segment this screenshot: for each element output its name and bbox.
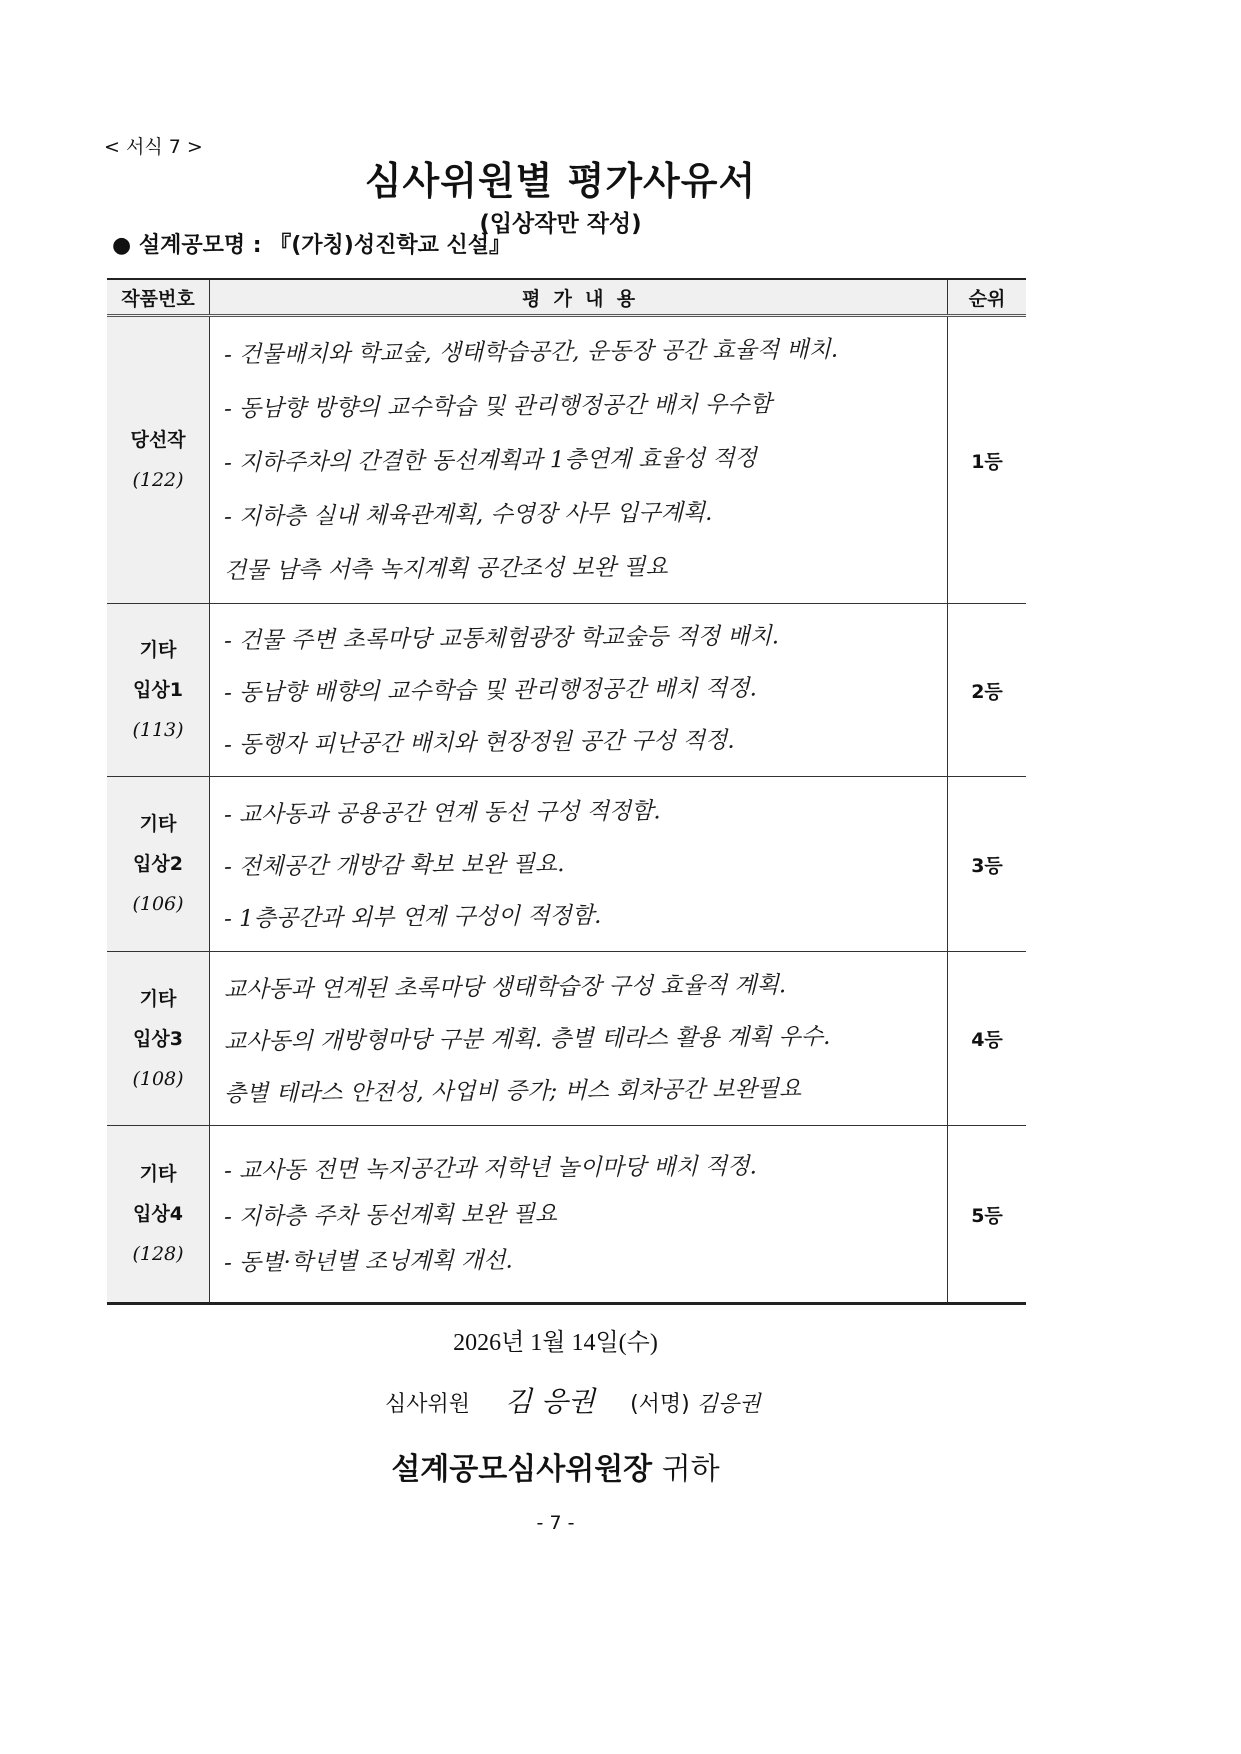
entry-cell: [107, 777, 210, 952]
document-title: 심사위원별 평가사유서: [364, 159, 757, 203]
entry-number: (106): [132, 893, 184, 915]
evaluation-cell: [210, 1126, 948, 1304]
judge-label: 심사위원: [385, 1392, 471, 1417]
signature: 김응권: [696, 1392, 761, 1417]
evaluation-line: - 동별·학년별 조닝계획 개선.: [223, 1247, 513, 1277]
sign-label: (서명): [630, 1392, 690, 1417]
evaluation-line: - 지하주차의 간결한 동선계획과 1층연계 효율성 적정: [223, 445, 757, 477]
entry-cell: [107, 316, 210, 604]
evaluation-line: - 건물배치와 학교숲, 생태학습공간, 운동장 공간 효율적 배치.: [223, 336, 839, 369]
evaluation-line: - 교사동 전면 녹지공간과 저학년 놀이마당 배치 적정.: [223, 1153, 757, 1185]
entry-category: 기타: [139, 639, 177, 661]
evaluation-line: - 건물 주변 초록마당 교통체험광장 학교숲등 적정 배치.: [223, 623, 780, 655]
rank-cell: 5등: [948, 1126, 1027, 1304]
entry-category: 기타: [139, 813, 177, 835]
entry-number: (108): [132, 1067, 184, 1090]
evaluation-cell: [210, 604, 948, 777]
evaluation-line: - 동남향 방향의 교수학습 및 관리행정공간 배치 우수함: [223, 391, 772, 423]
entry-number: (113): [132, 719, 184, 741]
page-number: - 7 -: [536, 1512, 575, 1534]
entry-number: (128): [132, 1243, 184, 1265]
evaluation-cell: [210, 952, 948, 1126]
recipient-suffix: 귀하: [661, 1452, 720, 1487]
table-row: [107, 1126, 1026, 1304]
header-entry-number: 작품번호: [107, 279, 210, 316]
contest-label: 설계공모명 : 『(가칭)성진학교 신설』: [138, 233, 512, 258]
entry-category: 당선작: [130, 429, 186, 451]
contest-name: [112, 232, 511, 260]
entry-category: 기타: [139, 1163, 177, 1185]
entry-award: 입상4: [133, 1203, 183, 1225]
table-row: [107, 316, 1026, 604]
signature-row: [385, 1380, 789, 1420]
evaluation-line: - 지하층 주차 동선계획 보완 필요: [223, 1201, 558, 1231]
entry-category: 기타: [139, 987, 177, 1010]
evaluation-line: - 동행자 피난공간 배치와 현장정원 공간 구성 적정.: [223, 727, 735, 759]
evaluation-line: - 교사동과 공용공간 연계 동선 구성 적정함.: [223, 798, 661, 829]
table-header-row: [107, 279, 1026, 316]
entry-award: 입상3: [133, 1027, 183, 1050]
judge-name-handwritten: 김 응권: [505, 1385, 596, 1418]
rank-cell: 1등: [948, 316, 1027, 604]
entry-cell: [107, 604, 210, 777]
form-label: < 서식 7 >: [104, 136, 203, 158]
evaluation-line: 교사동과 연계된 초록마당 생태학습장 구성 효율적 계획.: [223, 971, 787, 1003]
evaluation-cell: [210, 777, 948, 952]
bullet-icon: ●: [112, 233, 132, 258]
evaluation-cell: [210, 316, 948, 604]
recipient-title: 설계공모심사위원장: [391, 1452, 653, 1487]
date: 2026년 1월 14일(수): [453, 1330, 658, 1356]
evaluation-line: - 전체공간 개방감 확보 보완 필요.: [223, 851, 565, 881]
evaluation-line: - 동남향 배향의 교수학습 및 관리행정공간 배치 적정.: [223, 675, 757, 707]
table-row: [107, 604, 1026, 777]
evaluation-line: 건물 남측 서측 녹지계획 공간조성 보완 필요: [223, 554, 668, 585]
document-subtitle: (입상작만 작성): [479, 211, 642, 237]
entry-cell: [107, 1126, 210, 1304]
table-row: [107, 777, 1026, 952]
entry-number: (122): [132, 469, 184, 491]
evaluation-line: 교사동의 개방형마당 구분 계획. 층별 테라스 활용 계획 우수.: [223, 1023, 831, 1055]
entry-award: 입상2: [133, 853, 183, 875]
rank-cell: 2등: [948, 604, 1027, 777]
entry-award: 입상1: [133, 679, 183, 701]
evaluation-line: - 1층공간과 외부 연계 구성이 적정함.: [223, 902, 602, 933]
rank-cell: 3등: [948, 777, 1027, 952]
entry-cell: [107, 952, 210, 1126]
header-evaluation: 평 가 내 용: [210, 279, 948, 316]
rank-cell: 4등: [948, 952, 1027, 1126]
table-row: [107, 952, 1026, 1126]
evaluation-table: [107, 278, 1026, 1305]
evaluation-line: - 지하층 실내 체육관계획, 수영장 사무 입구계획.: [223, 499, 713, 531]
header-rank: 순위: [948, 279, 1027, 316]
recipient: [0, 1444, 1176, 1488]
evaluation-line: 층별 테라스 안전성, 사업비 증가; 버스 회차공간 보완필요: [223, 1075, 802, 1107]
